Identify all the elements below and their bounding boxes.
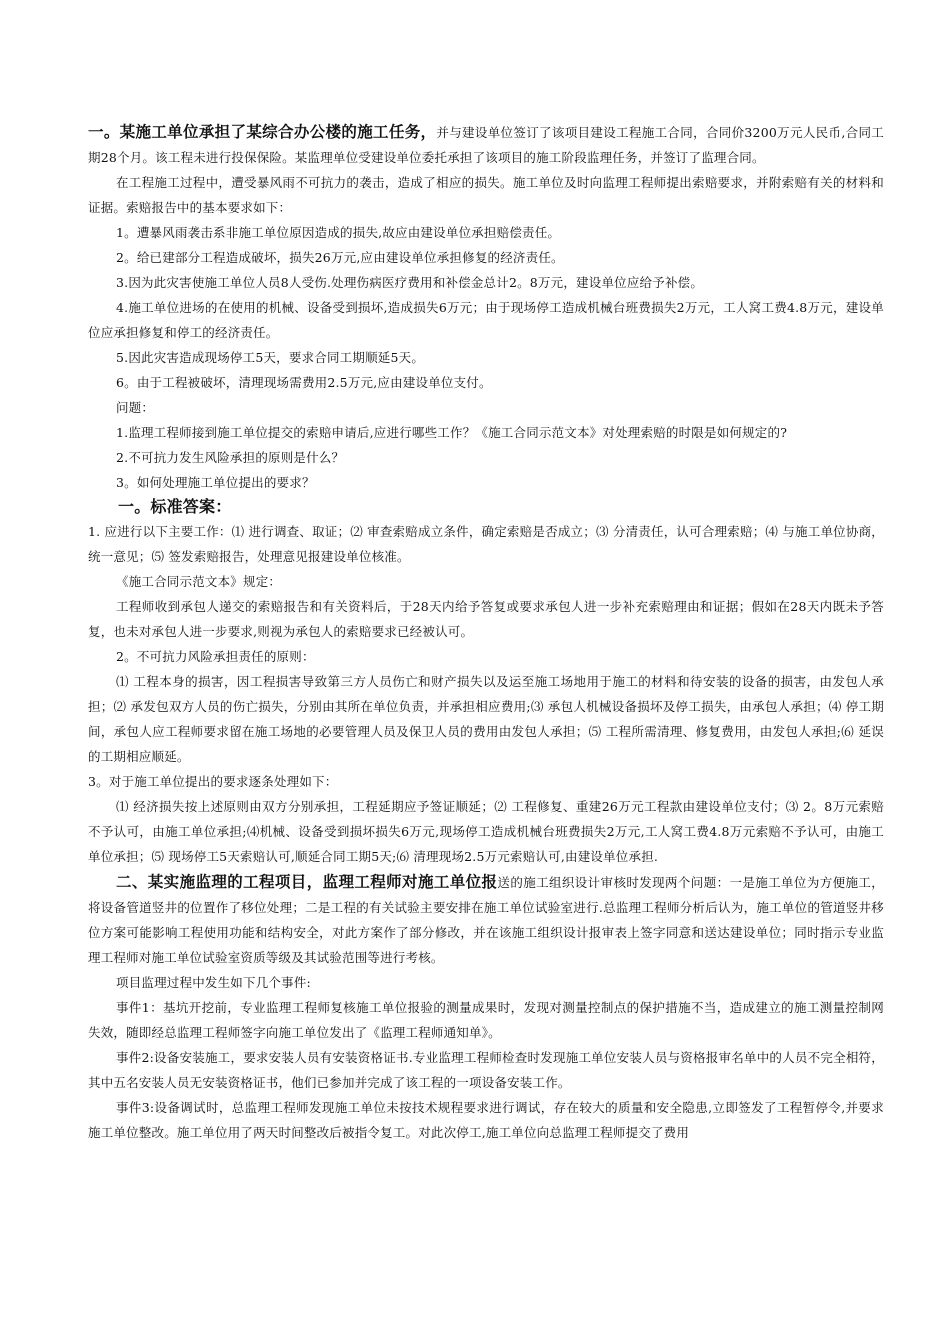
document-body	[88, 120, 884, 1145]
section2-heading: 二、某实施监理的工程项目，监理工程师对施工单位报	[116, 873, 498, 891]
answer-1: 1. 应进行以下主要工作：⑴ 进行调查、取证；⑵ 审查索赔成立条件，确定索赔是否成立；⑶ 分清责任，认可合理索赔；⑷ 与施工单位协商，统一意见；⑸ 签发索赔报告，处理意见报建设单位核准。	[88, 524, 884, 564]
answers-heading: 一。标准答案：	[118, 497, 232, 516]
claim-item-4: 4.施工单位进场的在使用的机械、设备受到损坏,造成损失6万元；由于现场停工造成机械台班费损失2万元，工人窝工费4.8万元，建设单位应承担修复和停工的经济责任。	[88, 300, 884, 340]
answer-3: ⑴ 经济损失按上述原则由双方分别承担，工程延期应予签证顺延；⑵ 工程修复、重建26万元工程款由建设单位支付；⑶ 2。8万元索赔不予认可，由施工单位承担;⑷机械、设备受到损坏损失6万元,现场停工造成机械台班费损失2万元,工人窝工费4.8万元索赔不予认可，由施工单位承担；⑸ 现场停工5天索赔认可,顺延合同工期5天;⑹ 清理现场2.5万元索赔认可,由建设单位承担.	[88, 799, 884, 864]
question-3: 3。如何处理施工单位提出的要求？	[116, 475, 315, 490]
answer-3-label: 3。对于施工单位提出的要求逐条处理如下：	[88, 774, 338, 789]
section1-intro	[88, 120, 884, 170]
claim-item-5: 5.因此灾害造成现场停工5天，要求合同工期顺延5天。	[116, 350, 425, 365]
section1-intro-text: 并与建设单位签订了该项目建设工程施工合同，合同价3200万元人民币,合同工期28个月。该工程未进行投保保险。某监理单位受建设单位委托承担了该项目的施工阶段监理任务，并签订了监理合同。	[88, 125, 885, 165]
answer-1-rule-label: 《施工合同示范文本》规定：	[116, 574, 282, 589]
answer-2: ⑴ 工程本身的损害，因工程损害导致第三方人员伤亡和财产损失以及运至施工场地用于施工的材料和待安装的设备的损害，由发包人承担；⑵ 承发包双方人员的伤亡损失，分别由其所在单位负责，并承担相应费用;⑶ 承包人机械设备损坏及停工损失，由承包人承担；⑷ 停工期间，承包人应工程师要求留在施工场地的必要管理人员及保卫人员的费用由发包人承担；⑸ 工程所需清理、修复费用，由发包人承担;⑹ 延误的工期相应顺延。	[88, 674, 884, 764]
section2-intro-text: 送的施工组织设计审核时发现两个问题：一是施工单位为方便施工，将设备管道竖井的位置作了移位处理；二是工程的有关试验主要安排在施工单位试验室进行.总监理工程师分析后认为，施工单位的管道竖井移位方案可能影响工程使用功能和结构安全，对此方案作了部分修改，并在该施工组织设计报审表上签字同意和送达建设单位；同时指示专业监理工程师对施工单位试验室资质等级及其试验范围等进行考核。	[88, 875, 884, 965]
claim-item-1: 1。遭暴风雨袭击系非施工单位原因造成的损失,故应由建设单位承担赔偿责任。	[116, 225, 561, 240]
answer-1-rule: 工程师收到承包人递交的索赔报告和有关资料后，于28天内给予答复或要求承包人进一步补充索赔理由和证据；假如在28天内既未予答复，也未对承包人进一步要求,则视为承包人的索赔要求已经被认可。	[88, 599, 884, 639]
claim-item-6: 6。由于工程被破坏，清理现场需费用2.5万元,应由建设单位支付。	[116, 375, 492, 390]
question-2: 2.不可抗力发生风险承担的原则是什么？	[116, 450, 345, 465]
questions-label: 问题：	[116, 400, 155, 415]
claim-item-2: 2。给已建部分工程造成破坏，损失26万元,应由建设单位承担修复的经济责任。	[116, 250, 564, 265]
question-1: 1.监理工程师接到施工单位提交的索赔申请后,应进行哪些工作？《施工合同示范文本》对处理索赔的时限是如何规定的?	[116, 425, 788, 440]
event-1: 事件1：基坑开挖前，专业监理工程师复核施工单位报验的测量成果时，发现对测量控制点的保护措施不当，造成建立的施工测量控制网失效，随即经总监理工程师签字向施工单位发出了《监理工程师通知单》。	[88, 1000, 884, 1040]
section1-heading: 一。某施工单位承担了某综合办公楼的施工任务，	[88, 123, 437, 141]
claim-item-3: 3.因为此灾害使施工单位人员8人受伤.处理伤病医疗费用和补偿金总计2。8万元，建设单位应给予补偿。	[116, 275, 704, 290]
answer-2-label: 2。不可抗力风险承担责任的原则：	[116, 649, 315, 664]
events-label: 项目监理过程中发生如下几个事件:	[116, 975, 311, 990]
section1-para2: 在工程施工过程中，遭受暴风雨不可抗力的袭击，造成了相应的损失。施工单位及时向监理工程师提出索赔要求，并附索赔有关的材料和证据。索赔报告中的基本要求如下：	[88, 175, 884, 215]
section2-intro	[88, 870, 884, 970]
event-3: 事件3:设备调试时，总监理工程师发现施工单位未按技术规程要求进行调试，存在较大的质量和安全隐患,立即签发了工程暂停令,并要求施工单位整改。施工单位用了两天时间整改后被指令复工。对此次停工,施工单位向总监理工程师提交了费用	[88, 1100, 884, 1140]
event-2: 事件2:设备安装施工，要求安装人员有安装资格证书.专业监理工程师检查时发现施工单位安装人员与资格报审名单中的人员不完全相符，其中五名安装人员无安装资格证书，他们已参加并完成了该工程的一项设备安装工作。	[88, 1050, 884, 1090]
